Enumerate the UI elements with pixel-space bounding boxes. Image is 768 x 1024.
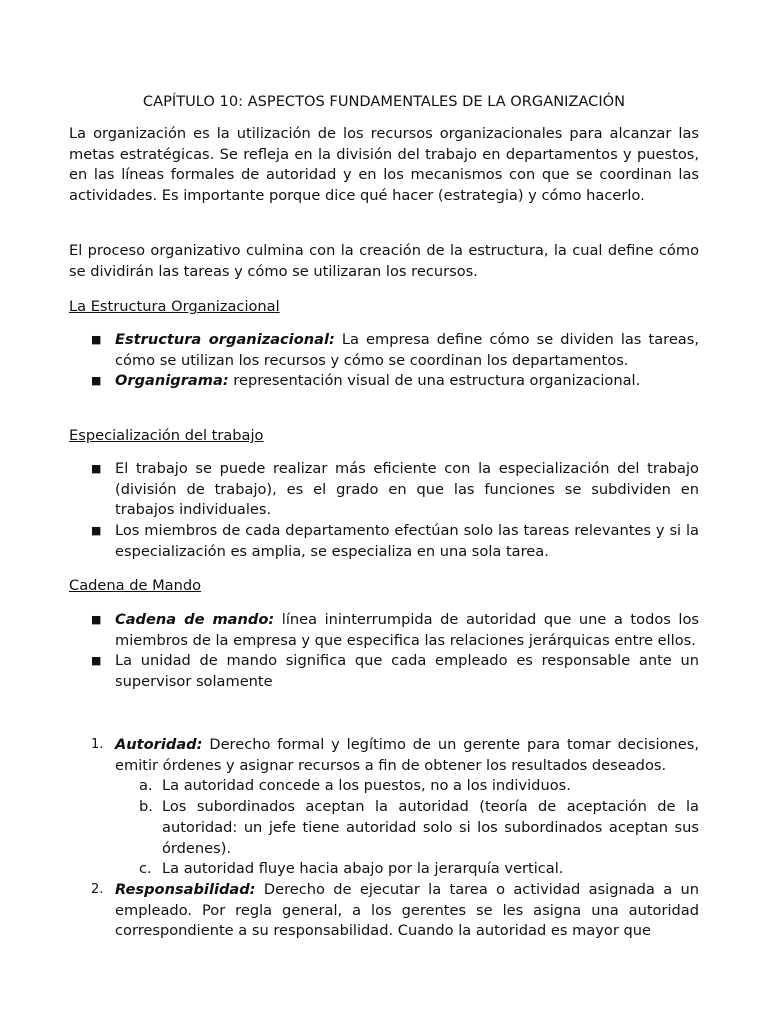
list-item (69, 610, 699, 651)
numbered-item (69, 880, 699, 942)
list-item (69, 330, 699, 371)
sub-item (115, 776, 699, 797)
bullet-icon: ■ (91, 613, 102, 626)
sub-item (115, 859, 699, 880)
sub-item-text: La autoridad fluye hacia abajo por la jerarquía vertical. (162, 860, 564, 878)
item-text: Los miembros de cada departamento efectúan solo las tareas relevantes y si la especialización es amplia, se especializa en una sola tarea. (115, 522, 699, 560)
especializacion-list (69, 459, 699, 563)
item-text: La empresa define cómo se dividen las tareas, cómo se utilizan los recursos y cómo se coordinan los departamentos. (115, 331, 699, 369)
item-text: Derecho de ejecutar la tarea o actividad asignada a un empleado. Por regla general, a los gerentes se les asigna una autoridad correspondiente a su responsabilidad. Cuando la autoridad es mayor que (115, 880, 699, 940)
sub-item-letter: b. (139, 798, 153, 816)
sub-list (115, 776, 699, 880)
term-label: Responsabilidad: (115, 880, 256, 898)
list-item (69, 371, 699, 392)
bullet-icon: ■ (91, 374, 102, 388)
sub-item-text: Los subordinados aceptan la autoridad (teoría de aceptación de la autoridad: un jefe tiene autoridad solo si los subordinados aceptan sus órdenes). (162, 798, 699, 857)
term-label: Cadena de mando: (115, 611, 275, 628)
section-heading-estructura: La Estructura Organizacional (69, 298, 280, 315)
numbered-item (69, 735, 699, 880)
bullet-icon: ■ (91, 462, 102, 475)
item-text: Derecho formal y legítimo de un gerente para tomar decisiones, emitir órdenes y asignar recursos a fin de obtener los resultados deseados. (115, 736, 699, 774)
sub-item (115, 797, 699, 859)
item-text: El trabajo se puede realizar más eficiente con la especialización del trabajo (división de trabajo), es el grado en que las funciones se subdividen en trabajos individuales. (115, 460, 699, 519)
bullet-icon: ■ (91, 333, 102, 346)
bullet-icon: ■ (91, 654, 102, 668)
sub-item-text: La autoridad concede a los puestos, no a los individuos. (162, 777, 571, 795)
intro-paragraph-2: El proceso organizativo culmina con la creación de la estructura, la cual define cómo se dividirán las tareas y cómo se utilizaran los recursos. (69, 242, 699, 280)
estructura-list (69, 330, 699, 392)
sub-item-letter: c. (139, 860, 152, 878)
chapter-title: CAPÍTULO 10: ASPECTOS FUNDAMENTALES DE LA ORGANIZACIÓN (142, 93, 626, 110)
item-text: representación visual de una estructura organizacional. (228, 372, 641, 390)
cadena-list (69, 610, 699, 693)
numbered-list (69, 735, 699, 942)
list-item (69, 521, 699, 562)
item-number: 2. (91, 881, 104, 897)
intro-paragraph-1: La organización es la utilización de los recursos organizacionales para alcanzar las metas estratégicas. Se refleja en la división del trabajo en departamentos y puestos, en las líneas formales de autoridad y en los mecanismos con que se coordinan las actividades. Es importante porque dice qué hacer (estrategia) y cómo hacerlo. (69, 125, 699, 205)
list-item (69, 459, 699, 521)
item-text: La unidad de mando significa que cada empleado es responsable ante un supervisor solamente (115, 652, 699, 691)
term-label: Autoridad: (115, 736, 203, 753)
term-label: Organigrama: (115, 372, 229, 390)
item-text: línea ininterrumpida de autoridad que une a todos los miembros de la empresa y que especifica las relaciones jerárquicas entre ellos. (115, 611, 699, 649)
term-label: Estructura organizacional: (115, 331, 335, 348)
list-item (69, 651, 699, 692)
section-heading-cadena: Cadena de Mando (69, 577, 202, 594)
sub-item-letter: a. (139, 777, 153, 795)
section-heading-especializacion: Especialización del trabajo (69, 427, 264, 444)
bullet-icon: ■ (91, 524, 102, 538)
item-number: 1. (91, 737, 104, 752)
